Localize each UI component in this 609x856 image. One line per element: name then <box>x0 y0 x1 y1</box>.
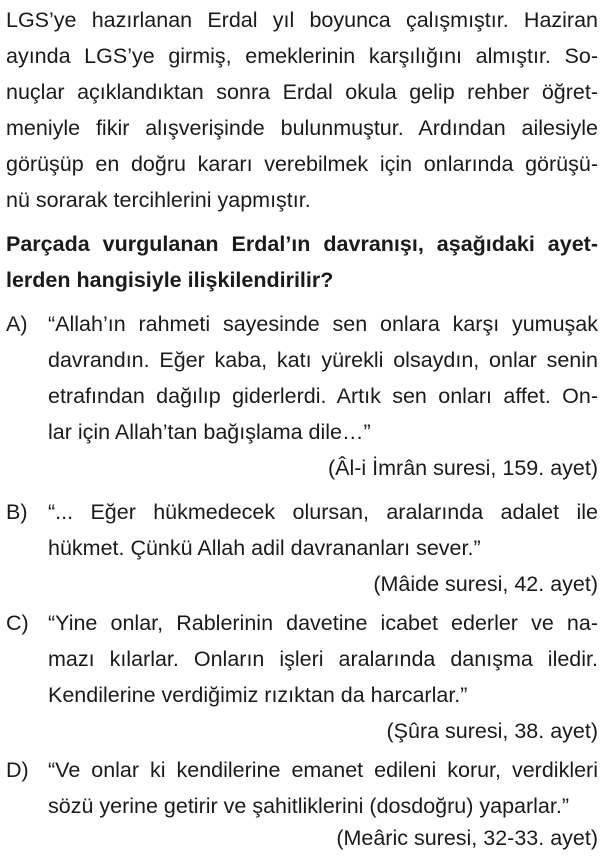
passage-line: görüşüp en doğru kararı verebilmek için onlarında görüşü- <box>6 152 598 176</box>
verse-source: (Mâide suresi, 42. ayet) <box>373 572 598 596</box>
option-line: davrandın. Eğer kaba, katı yürekli olsaydın, onlar senin <box>48 348 598 372</box>
option-line: “Ve onlar ki kendilerine emanet edileni korur, verdikleri <box>48 758 598 782</box>
verse-source: (Şûra suresi, 38. ayet) <box>386 719 598 743</box>
option-line: “... Eğer hükmedecek olursan, aralarında adalet ile <box>48 500 598 524</box>
option-line: sözü yerine getirir ve şahitliklerini (dosdoğru) yaparlar.” <box>48 794 569 818</box>
option-line: “Allah’ın rahmeti sayesinde sen onlara karşı yumuşak <box>48 312 598 336</box>
passage-line: nuçlar açıklandıktan sonra Erdal okula gelip rehber öğret- <box>6 80 598 104</box>
option-letter: B) <box>6 500 28 524</box>
verse-source: (Âl-i İmrân suresi, 159. ayet) <box>327 456 598 480</box>
passage-line: LGS’ye hazırlanan Erdal yıl boyunca çalışmıştır. Haziran <box>6 8 598 32</box>
passage-line: ayında LGS’ye girmiş, emeklerinin karşılığını almıştır. So- <box>6 44 598 68</box>
verse-source: (Meâric suresi, 32-33. ayet) <box>336 826 598 850</box>
question-line: lerden hangisiyle ilişkilendirilir? <box>6 268 334 292</box>
option-line: Kendilerine verdiğimiz rızıktan da harcarlar.” <box>48 683 468 707</box>
option-line: lar için Allah’tan bağışlama dile…” <box>48 420 371 444</box>
option-letter: A) <box>6 312 28 336</box>
option-letter: C) <box>6 611 29 635</box>
option-line: mazı kılarlar. Onların işleri aralarında danışma iledir. <box>48 647 598 671</box>
option-line: “Yine onlar, Rablerinin davetine icabet ederler ve na- <box>48 611 598 635</box>
passage-line: meniyle fikir alışverişinde bulunmuştur. Ardından ailesiyle <box>6 116 598 140</box>
option-letter: D) <box>6 758 29 782</box>
question-line: Parçada vurgulanan Erdal’ın davranışı, aşağıdaki ayet- <box>6 232 598 256</box>
passage-line: nü sorarak tercihlerini yapmıştır. <box>6 188 311 212</box>
option-line: hükmet. Çünkü Allah adil davrananları sever.” <box>48 536 481 560</box>
option-line: etrafından dağılıp giderlerdi. Artık sen onları affet. On- <box>48 384 598 408</box>
